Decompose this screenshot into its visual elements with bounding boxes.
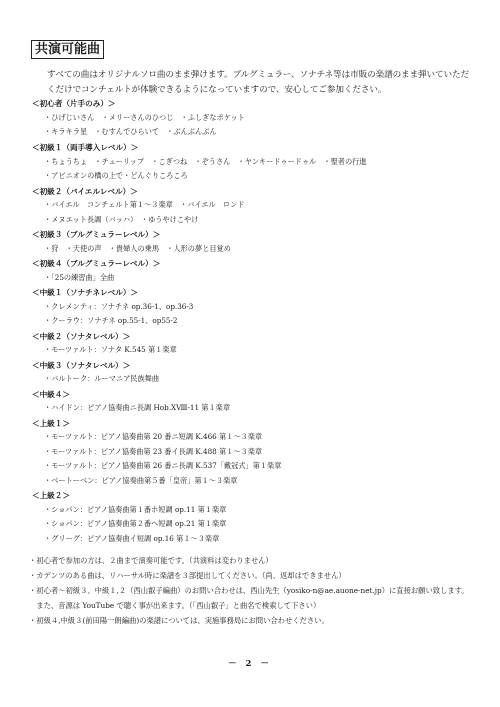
piece-line: ・ベートーベン：ピアノ協奏曲第５番「皇帝」第１～３楽章 [44,476,238,485]
piece-line: ・アビニオンの橋の上で・どんぐりころころ [44,171,188,180]
level-heading: ＜中級３（ソナタレベル）＞ [32,361,131,370]
piece-line: ・ひげじいさん ・メリーさんのひつじ ・ふしぎなポケット [44,113,245,122]
level-heading: ＜中級４＞ [32,390,70,399]
level-heading: ＜初級１（両手導入レベル）＞ [32,143,139,152]
note-line: また、音源は YouTube で聴く事が出来ます。（「西山叡子」と曲名で検索して下さい） [29,601,321,610]
piece-line: ・ちょうちょ ・チューリップ ・こぎつね ・ぞうさん ・ヤンキードゥードゥル ・聖者の行進 [44,157,367,166]
note-line: ・初心者～初級３、中級１,２（西山叡子編曲）のお問い合わせは、西山先生（yosiko-n@ae.auone-net.jp）に直接お願い致します。 [29,586,469,595]
level-heading: ＜初級４（ブルグミュラーレベル）＞ [32,259,161,268]
piece-line: ・ショパン：ピアノ協奏曲第２番ヘ短調 op.21 第１楽章 [44,519,227,528]
piece-line: ・ショパン：ピアノ協奏曲第１番ホ短調 op.11 第１楽章 [44,505,227,514]
level-heading: ＜中級２（ソナタレベル）＞ [32,332,131,341]
piece-line: ・クレメンティ：ソナチネ op.36-1、op.36-3 [44,302,194,311]
level-heading: ＜初級２（バイエルレベル）＞ [32,187,138,196]
level-heading: ＜初心者（片手のみ）＞ [32,99,116,108]
note-line: ・初心者で参加の方は、２曲まで演奏可能です。（共演料は変わりません） [29,556,273,565]
piece-line: ・キラキラ星 ・むすんでひらいて ・ぶんぶんぶん [44,127,217,136]
piece-line: ・「25の練習曲」全曲 [44,273,115,282]
level-heading: ＜上級１＞ [32,419,70,428]
piece-line: ・モーツァルト：ピアノ協奏曲第 20 番ニ短調 K.466 第１～３楽章 [44,432,263,441]
note-line: ・カデンツのある曲は、リハーサル時に楽譜を３部提出してください。（尚、返却はできません） [29,571,346,580]
piece-line: ・バイエル コンチェルト第１～３楽章 ・バイエル ロンド [44,200,245,209]
page-number: － 2 － [228,659,272,669]
piece-line: ・狩 ・天使の声 ・貴婦人の乗馬 ・人形の夢と目覚め [44,244,231,253]
page-title: 共演可能曲 [31,40,104,59]
piece-line: ・メヌエット長調（バッハ） ・ゆうやけこやけ [44,215,199,224]
piece-line: ・モーツァルト：ソナタ K.545 第１楽章 [44,345,177,354]
intro-paragraph: すべての曲はオリジナルソロ曲のまま弾けます。ブルグミュラー、ソナチネ等は市販の楽譜のまま弾いていただくだけでコンチェルトが体験できるようになっていますので、安心してご参加ください。 [47,70,470,95]
level-heading: ＜中級１（ソナチネレベル）＞ [32,288,139,297]
piece-line: ・ハイドン：ピアノ協奏曲ニ長調 Hob.ⅩⅧ-11 第１楽章 [44,403,231,412]
piece-line: ・クーラウ：ソナチネ op.55-1、op55-2 [44,316,178,325]
level-heading: ＜上級２＞ [32,491,70,500]
piece-line: ・モーツァルト：ピアノ協奏曲第 23 番イ長調 K.488 第１～３楽章 [44,447,263,456]
piece-line: ・モーツァルト：ピアノ協奏曲第 26 番ニ長調 K.537「戴冠式」第１楽章 [44,461,282,470]
level-heading: ＜初級３（ブルグミュラーレベル）＞ [32,230,161,239]
note-line: ・初級４,中級３(前田陽一朗編曲)の楽譜については、実施事務局にお問い合わせください。 [29,616,329,625]
piece-line: ・バルトーク：ルーマニア民族舞曲 [44,374,160,383]
piece-line: ・グリーグ：ピアノ協奏曲イ短調 op.16 第１～３楽章 [44,534,220,543]
